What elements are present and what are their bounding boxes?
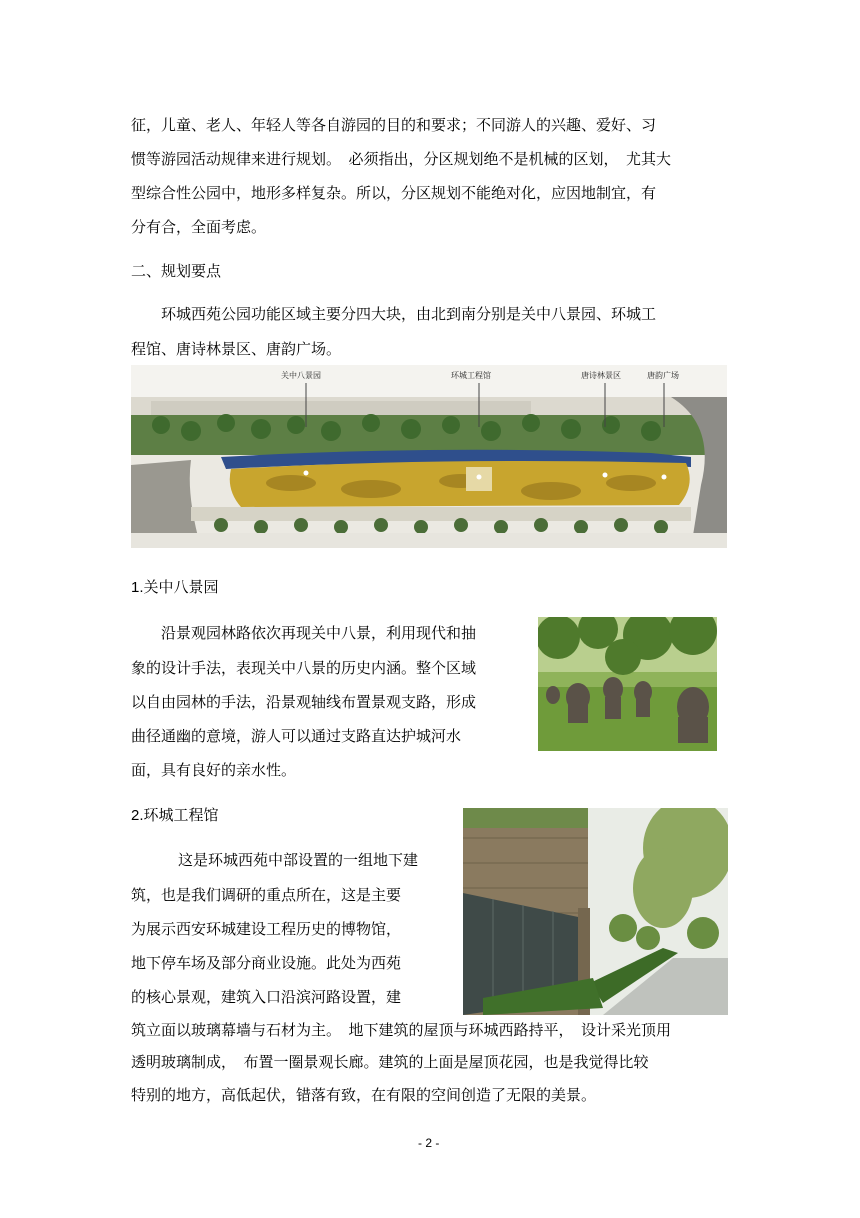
body-text-line: 地下停车场及部分商业设施。此处为西苑 — [131, 954, 402, 972]
body-text-line: 环城西苑公园功能区域主要分四大块，由北到南分别是关中八景园、环城工 — [161, 305, 657, 323]
plan-label: 环城工程馆 — [451, 371, 491, 380]
body-text-line: 这是环城西苑中部设置的一组地下建 — [178, 851, 419, 869]
body-text-line: 程馆、唐诗林景区、唐韵广场。 — [131, 340, 342, 358]
body-text-line: 型综合性公园中，地形多样复杂。所以，分区规划不能绝对化，应因地制宜，有 — [131, 184, 657, 202]
body-text-line: 特别的地方，高低起伏，错落有致，在有限的空间创造了无限的美景。 — [131, 1086, 597, 1104]
body-text-line: 沿景观园林路依次再现关中八景，利用现代和抽 — [161, 624, 477, 642]
body-text-line: 的核心景观，建筑入口沿滨河路设置，建 — [131, 988, 402, 1006]
body-text-line: 象的设计手法，表现关中八景的历史内涵。整个区域 — [131, 659, 477, 677]
site-plan-image — [131, 365, 727, 548]
body-text-line: 惯等游园活动规律来进行规划。 必须指出，分区规划绝不是机械的区划， 尤其大 — [131, 150, 672, 168]
section-title: 2.环城工程馆 — [131, 807, 219, 824]
section-title: 1.关中八景园 — [131, 579, 219, 596]
body-text-line: 以自由园林的手法，沿景观轴线布置景观支路，形成 — [131, 693, 477, 711]
engineering-museum-photo — [463, 808, 728, 1015]
body-text-line: 曲径通幽的意境，游人可以通过支路直达护城河水 — [131, 727, 462, 745]
body-text-line: 分有合，全面考虑。 — [131, 218, 267, 236]
body-text-line: 筑，也是我们调研的重点所在，这是主要 — [131, 886, 402, 904]
sculpture-garden-photo — [538, 617, 717, 751]
body-text-line: 为展示西安环城建设工程历史的博物馆， — [131, 920, 402, 938]
body-text-line: 征，儿童、老人、年轻人等各自游园的目的和要求；不同游人的兴趣、爱好、习 — [131, 116, 657, 134]
plan-label: 关中八景园 — [281, 371, 321, 380]
body-text-line: 筑立面以玻璃幕墙与石材为主。 地下建筑的屋顶与环城西路持平， 设计采光顶用 — [131, 1021, 672, 1039]
plan-label: 唐诗林景区 — [581, 371, 621, 380]
body-text-line: 透明玻璃制成， 布置一圈景观长廊。建筑的上面是屋顶花园，也是我觉得比较 — [131, 1053, 649, 1071]
body-text-line: 面，具有良好的亲水性。 — [131, 761, 297, 779]
section-heading: 二、规划要点 — [131, 262, 222, 280]
page-number: - 2 - — [418, 1136, 440, 1150]
plan-label: 唐韵广场 — [647, 371, 679, 380]
